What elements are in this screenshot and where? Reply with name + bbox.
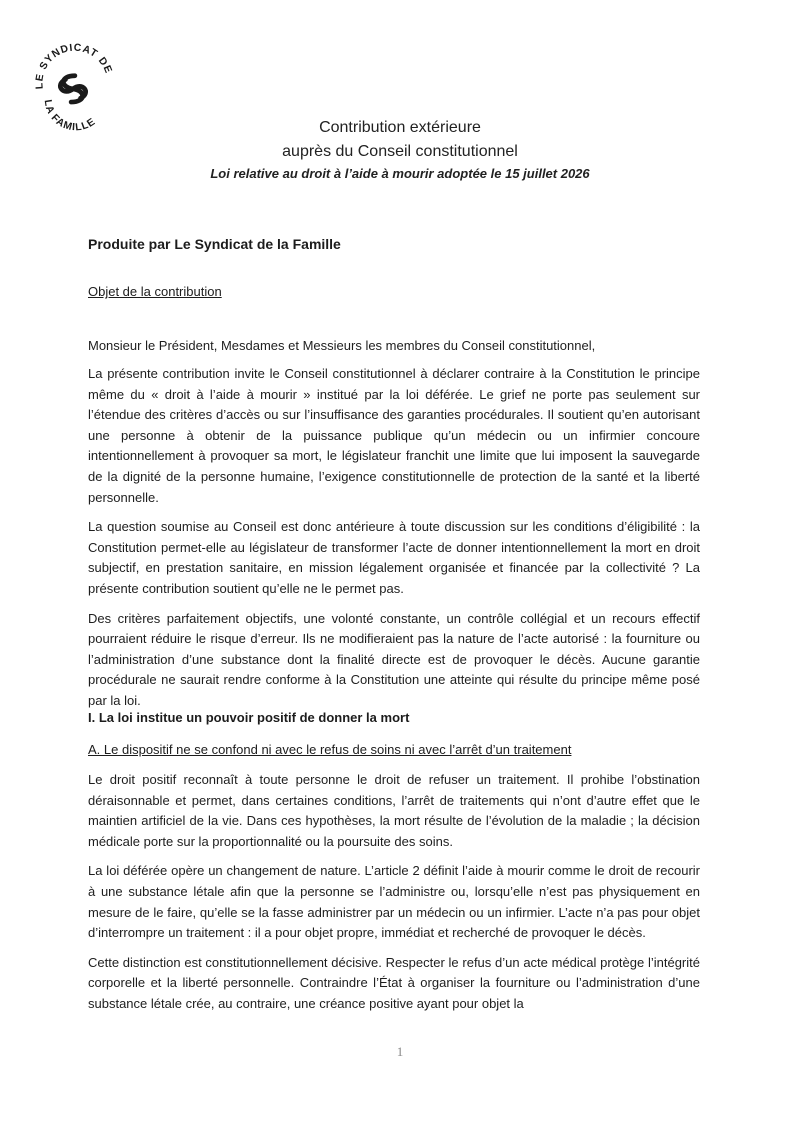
intro-paragraph: La présente contribution invite le Conseil constitutionnel à déclarer contraire à la Constitution le principe même du « droit à l’aide à mourir » institué par la loi déférée. Le grief ne porte pas seulement sur l’étendue des critères d’accès ou sur l’insuffisance des garanties procédurales. Il soutient qu’en autorisant une personne à obtenir de la puissance publique qu’un médecin ou un infirmier concoure intentionnellement à provoquer sa mort, le législateur franchit une limite que lui imposent la sauvegarde de la dignité de la personne humaine, l’exigence constitutionnelle de protection de la santé et la liberté personnelle. [88, 366, 700, 505]
section-a-body [88, 770, 700, 1024]
section-a-paragraph: Cette distinction est constitutionnellement décisive. Respecter le refus d’un acte médical protège l’intégrité corporelle et la liberté personnelle. Contraindre l’État à organiser la fourniture ou l’administration d’une substance létale crée, au contraire, une créance positive ayant pour objet la [88, 954, 700, 1011]
objet-heading: Objet de la contribution [88, 284, 222, 299]
intro-paragraph: La question soumise au Conseil est donc antérieure à toute discussion sur les conditions d’éligibilité : la Constitution permet-elle au législateur de transformer l’acte de donner intentionnellement la mort en droit subjectif, en prestation sanitaire, en mission légalement organisée et financée par la collectivité ? La présente contribution soutient qu’elle ne le permet pas. [88, 519, 700, 596]
title-line-2: auprès du Conseil constitutionnel [282, 143, 518, 160]
title-line-1: Contribution extérieure [319, 119, 481, 136]
intro-section [88, 364, 700, 721]
salutation-text: Monsieur le Président, Mesdames et Messieurs les membres du Conseil constitutionnel, [88, 338, 596, 353]
section-1-heading: I. La loi institue un pouvoir positif de donner la mort [88, 710, 410, 725]
section-a-paragraph: Le droit positif reconnaît à toute personne le droit de refuser un traitement. Il prohibe l’obstination déraisonnable et permet, dans certaines conditions, l’arrêt de traitements qui n’ont d’autre effet que le maintien artificiel de la vie. Dans ces hypothèses, la mort résulte de l’évolution de la maladie ; la décision médicale porte sur la proportionnalité ou la poursuite des soins. [88, 772, 700, 849]
document-subtitle: Loi relative au droit à l’aide à mourir adoptée le 15 juillet 2026 [210, 166, 590, 181]
document-header [0, 116, 800, 184]
salutation [88, 336, 700, 366]
section-a-paragraph: La loi déférée opère un changement de nature. L’article 2 définit l’aide à mourir comme le droit de recourir à une substance létale afin que la personne se l’administre ou, lorsqu’elle n’est pas physiquement en mesure de le faire, qu’elle se la fasse administrer par un médecin ou un infirmier. L’acte n’a pas pour objet d’interrompre un traitement : il a pour objet propre, immédiat et recherché de provoquer le décès. [88, 863, 700, 941]
section-a-heading: A. Le dispositif ne se confond ni avec le refus de soins ni avec l’arrêt d’un traitement [88, 742, 572, 757]
produced-by: Produite par Le Syndicat de la Famille [88, 236, 341, 252]
svg-text:LA FAMILLE: LA FAMILLE [41, 98, 98, 134]
page-number: 1 [396, 1044, 404, 1059]
svg-text:LE SYNDICAT DE: LE SYNDICAT DE [34, 42, 114, 90]
intro-paragraph: Des critères parfaitement objectifs, une volonté constante, un contrôle collégial et un recours effectif pourraient réduire le risque d’erreur. Ils ne modifieraient pas la nature de l’acte autorisé : la fourniture ou l’administration d’une substance dont la finalité directe est de provoquer le décès. Aucune garantie procédurale ne saurait rendre conforme à la Constitution une atteinte qui résulte du principe même posé par la loi. [88, 610, 700, 708]
